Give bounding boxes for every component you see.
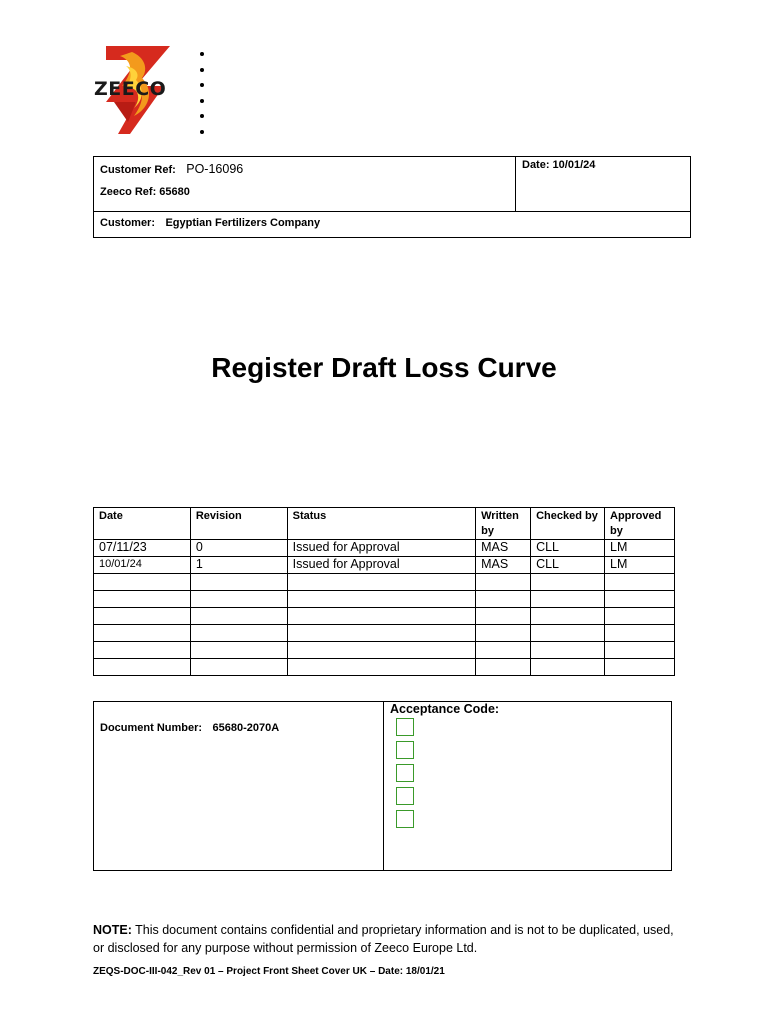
revision-table bbox=[93, 507, 675, 676]
cell-written-by: MAS bbox=[476, 557, 531, 574]
cell-status: Issued for Approval bbox=[287, 557, 475, 574]
table-row bbox=[94, 557, 675, 574]
acceptance-checkbox[interactable] bbox=[396, 787, 414, 805]
customer-ref-value: PO-16096 bbox=[186, 162, 244, 176]
reference-box bbox=[93, 156, 691, 238]
table-row-empty bbox=[94, 625, 675, 642]
acceptance-checkbox[interactable] bbox=[396, 764, 414, 782]
table-row bbox=[94, 540, 675, 557]
acceptance-checkboxes bbox=[396, 718, 414, 833]
cell-written-by: MAS bbox=[476, 540, 531, 557]
acceptance-code-label: Acceptance Code: bbox=[390, 702, 500, 716]
header-date: Date: 10/01/24 bbox=[522, 159, 596, 171]
cell-approved-by: LM bbox=[605, 557, 675, 574]
cell-date: 07/11/23 bbox=[94, 540, 191, 557]
acceptance-checkbox[interactable] bbox=[396, 741, 414, 759]
acceptance-checkbox[interactable] bbox=[396, 810, 414, 828]
table-row-empty bbox=[94, 574, 675, 591]
cell-revision: 0 bbox=[190, 540, 287, 557]
cell-status: Issued for Approval bbox=[287, 540, 475, 557]
document-number-value: 65680-2070A bbox=[212, 722, 280, 734]
table-row-empty bbox=[94, 659, 675, 676]
logo-wordmark: ZEECO bbox=[94, 78, 167, 100]
customer-value: Egyptian Fertilizers Company bbox=[165, 217, 321, 229]
cell-checked-by: CLL bbox=[531, 557, 605, 574]
customer bbox=[100, 213, 320, 231]
table-row-empty bbox=[94, 591, 675, 608]
col-status: Status bbox=[287, 508, 475, 540]
col-written-by: Written by bbox=[476, 508, 531, 540]
zeeco-ref: Zeeco Ref: 65680 bbox=[100, 186, 190, 198]
table-row-empty bbox=[94, 642, 675, 659]
cell-revision: 1 bbox=[190, 557, 287, 574]
col-approved-by: Approved by bbox=[605, 508, 675, 540]
col-revision: Revision bbox=[190, 508, 287, 540]
cell-date: 10/01/24 bbox=[94, 557, 191, 574]
note-text: This document contains confidential and proprietary information and is not to be duplicated, used, or disclosed for any purpose without permission of Zeeco Europe Ltd. bbox=[93, 923, 674, 955]
customer-ref-label: Customer Ref: bbox=[100, 164, 176, 176]
table-header-row bbox=[94, 508, 675, 540]
document-number bbox=[100, 718, 279, 736]
document-box bbox=[93, 701, 672, 871]
document-number-label: Document Number: bbox=[100, 722, 203, 734]
decorative-bullets bbox=[200, 52, 210, 145]
customer-ref bbox=[100, 160, 243, 178]
col-checked-by: Checked by bbox=[531, 508, 605, 540]
cell-checked-by: CLL bbox=[531, 540, 605, 557]
col-date: Date bbox=[94, 508, 191, 540]
table-row-empty bbox=[94, 608, 675, 625]
confidentiality-note bbox=[93, 921, 683, 957]
cell-approved-by: LM bbox=[605, 540, 675, 557]
page-title: Register Draft Loss Curve bbox=[211, 352, 557, 383]
document-footer: ZEQS-DOC-III-042_Rev 01 – Project Front Sheet Cover UK – Date: 18/01/21 bbox=[93, 966, 445, 977]
note-label: NOTE: bbox=[93, 923, 132, 937]
acceptance-checkbox[interactable] bbox=[396, 718, 414, 736]
zeeco-logo bbox=[92, 42, 184, 138]
customer-label: Customer: bbox=[100, 217, 156, 229]
